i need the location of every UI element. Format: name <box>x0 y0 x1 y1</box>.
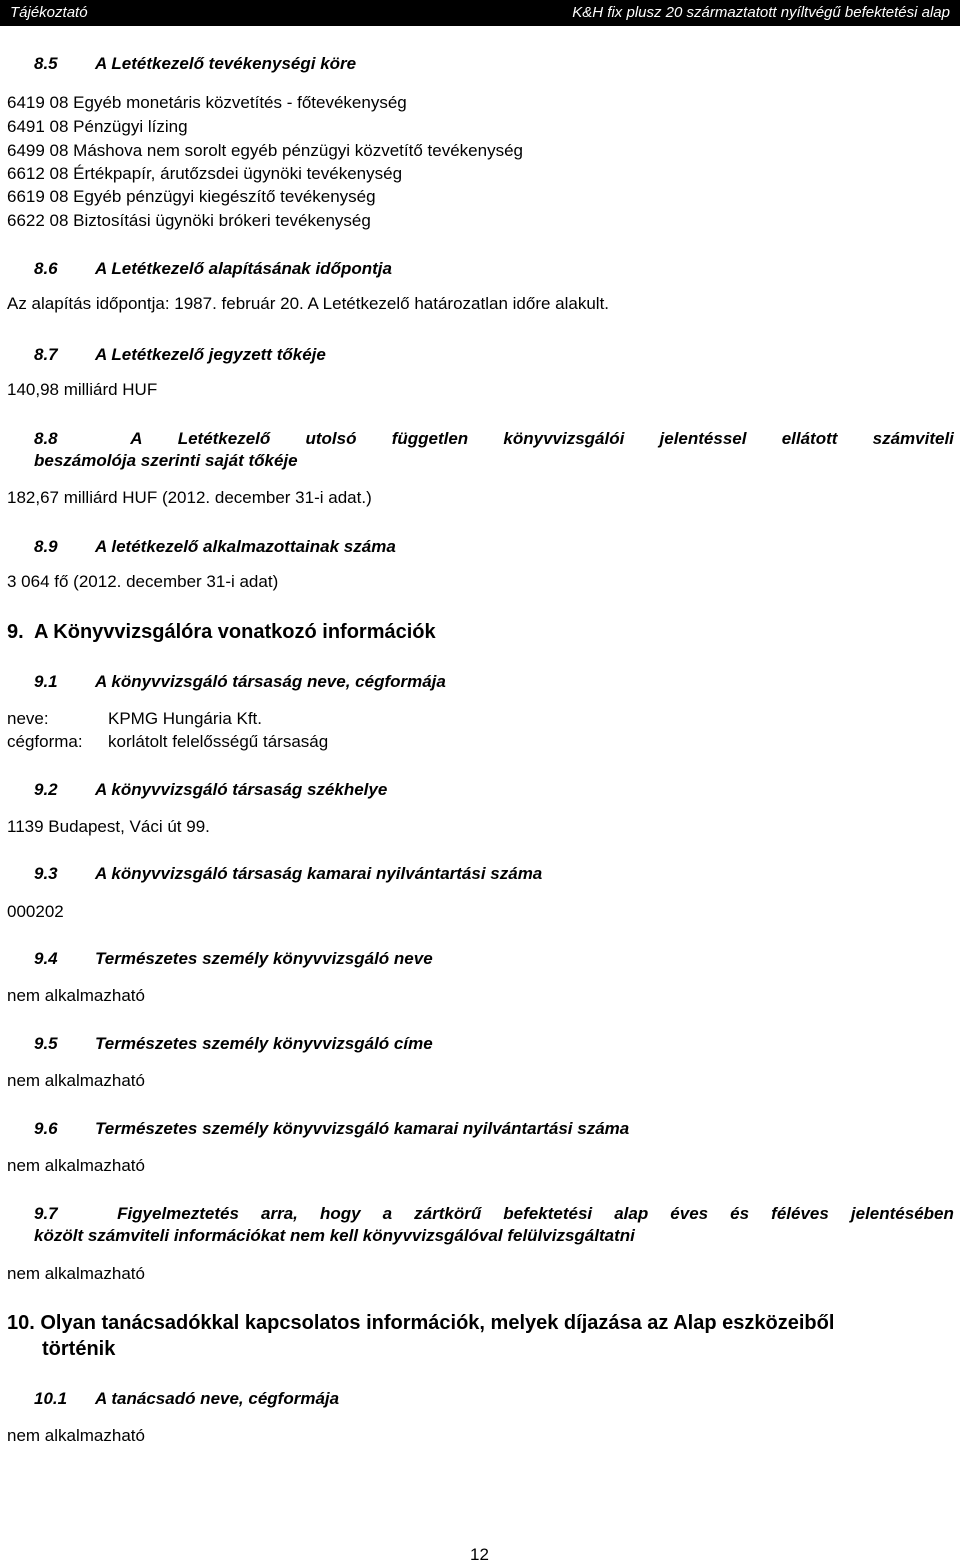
heading-word: a <box>382 1204 393 1223</box>
section-number: 9.5 <box>34 1034 58 1053</box>
page-header <box>0 0 960 26</box>
page-number: 12 <box>470 1545 489 1564</box>
activity-item: 6419 08 Egyéb monetáris közvetítés - főtevékenység <box>7 93 407 112</box>
heading-word: független <box>391 429 469 448</box>
heading-word: könyvvizsgálói <box>503 429 625 448</box>
section-8-8-heading <box>34 428 954 472</box>
section-number: 8.7 <box>34 345 58 364</box>
heading-word: jelentésében <box>850 1204 954 1223</box>
activity-item: 6491 08 Pénzügyi lízing <box>7 117 188 136</box>
heading-word: arra, <box>261 1204 298 1223</box>
auditor-form-value: korlátolt felelősségű társaság <box>108 732 329 751</box>
section-title: A Letétkezelő tevékenységi köre <box>95 54 357 73</box>
heading-word: utolsó <box>305 429 357 448</box>
section-9-6-text: nem alkalmazható <box>7 1156 145 1175</box>
section-title: A Letétkezelő jegyzett tőkéje <box>95 345 326 364</box>
chapter-10-title: 10. Olyan tanácsadókkal kapcsolatos információk, melyek díjazása az Alap eszközeiből <box>7 1312 835 1334</box>
activity-item: 6612 08 Értékpapír, árutőzsdei ügynöki tevékenység <box>7 164 403 183</box>
section-10-1-text: nem alkalmazható <box>7 1426 145 1445</box>
section-9-3-text: 000202 <box>7 902 64 921</box>
heading-word: féléves <box>771 1204 829 1223</box>
heading-word: ellátott <box>781 429 838 448</box>
heading-word: befektetési <box>503 1204 593 1223</box>
section-number: 9.6 <box>34 1119 58 1138</box>
heading-word: és <box>730 1204 750 1223</box>
header-left: Tájékoztató <box>10 4 88 21</box>
heading-word: 8.8 <box>34 429 58 448</box>
section-title: A letétkezelő alkalmazottainak száma <box>95 537 396 556</box>
header-right: K&H fix plusz 20 származtatott nyíltvégű befektetési alap <box>572 4 950 21</box>
chapter-9-title: 9. A Könyvvizsgálóra vonatkozó információk <box>7 621 436 643</box>
section-number: 9.1 <box>34 672 58 691</box>
section-title: Természetes személy könyvvizsgáló kamarai nyilvántartási száma <box>95 1119 630 1138</box>
section-number: 8.6 <box>34 259 58 278</box>
heading-word: Letétkezelő <box>177 429 271 448</box>
section-title: A Letétkezelő alapításának időpontja <box>95 259 392 278</box>
activity-item: 6622 08 Biztosítási ügynöki brókeri tevékenység <box>7 211 371 230</box>
section-number: 9.4 <box>34 949 58 968</box>
section-number: 8.9 <box>34 537 58 556</box>
section-title: Természetes személy könyvvizsgáló címe <box>95 1034 433 1053</box>
section-9-7-heading <box>34 1203 954 1247</box>
section-number: 9.2 <box>34 780 58 799</box>
heading-word: jelentéssel <box>659 429 747 448</box>
section-title: A könyvvizsgáló társaság székhelye <box>95 780 388 799</box>
section-8-7-text: 140,98 milliárd HUF <box>7 380 158 399</box>
activity-item: 6499 08 Máshova nem sorolt egyéb pénzügyi közvetítő tevékenység <box>7 141 523 160</box>
section-number: 9.3 <box>34 864 58 883</box>
heading-word: Figyelmeztetés <box>117 1204 239 1223</box>
chapter-10-title-continuation: történik <box>42 1338 116 1360</box>
section-title: A könyvvizsgáló társaság neve, cégformája <box>95 672 446 691</box>
section-title: A könyvvizsgáló társaság kamarai nyilvántartási száma <box>95 864 543 883</box>
section-8-9-text: 3 064 fő (2012. december 31-i adat) <box>7 572 279 591</box>
heading-word: számviteli <box>872 429 954 448</box>
heading-continuation: közölt számviteli információkat nem kell könyvvizsgálóval felülvizsgáltatni <box>34 1226 635 1245</box>
section-8-8-text: 182,67 milliárd HUF (2012. december 31-i adat.) <box>7 488 372 507</box>
section-title: Természetes személy könyvvizsgáló neve <box>95 949 433 968</box>
section-number: 10.1 <box>34 1389 68 1408</box>
section-8-6-text: Az alapítás időpontja: 1987. február 20. A Letétkezelő határozatlan időre alakult. <box>7 294 610 313</box>
heading-word: A <box>130 429 143 448</box>
section-number: 8.5 <box>34 54 58 73</box>
section-title: A tanácsadó neve, cégformája <box>95 1389 340 1408</box>
heading-word: zártkörű <box>414 1204 482 1223</box>
auditor-name-label: neve: <box>7 709 49 728</box>
section-9-4-text: nem alkalmazható <box>7 986 145 1005</box>
heading-continuation: beszámolója szerinti saját tőkéje <box>34 451 298 470</box>
section-9-5-text: nem alkalmazható <box>7 1071 145 1090</box>
section-9-2-text: 1139 Budapest, Váci út 99. <box>7 817 210 836</box>
section-9-7-text: nem alkalmazható <box>7 1264 145 1283</box>
activity-item: 6619 08 Egyéb pénzügyi kiegészítő tevékenység <box>7 187 376 206</box>
heading-word: éves <box>670 1204 709 1223</box>
auditor-name-value: KPMG Hungária Kft. <box>108 709 263 728</box>
auditor-form-label: cégforma: <box>7 732 83 751</box>
heading-word: hogy <box>319 1204 361 1223</box>
heading-word: alap <box>614 1204 649 1223</box>
heading-word: 9.7 <box>34 1204 58 1223</box>
